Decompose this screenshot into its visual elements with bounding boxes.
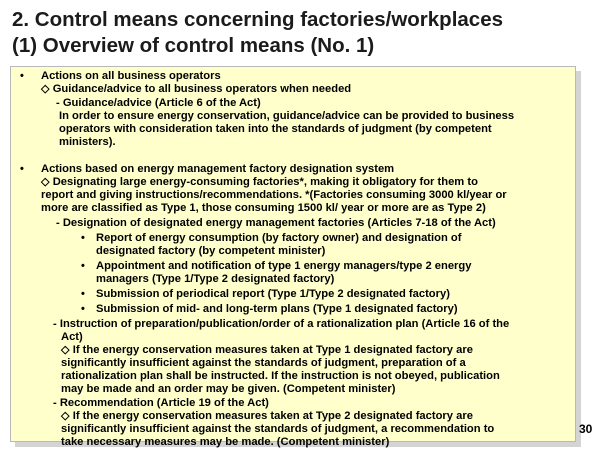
designation-item-line: Submission of periodical report (Type 1/Type 2 designated factory) xyxy=(96,288,450,300)
section2-diamond-line: ◇ Designating large energy-consuming factories*, making it obligatory for them to xyxy=(41,176,478,188)
instruction-heading-line: - Instruction of preparation/publication/order of a rationalization plan (Article 16 of the xyxy=(53,318,510,330)
instruction-body-line: ◇ If the energy conservation measures taken at Type 1 designated factory are xyxy=(61,344,473,356)
bullet-icon: • xyxy=(20,70,24,82)
instruction-heading-line: Act) xyxy=(61,331,83,343)
designation-item-line: designated factory (by competent minister) xyxy=(96,245,326,257)
designation-heading: - Designation of designated energy management factories (Articles 7-18 of the Act) xyxy=(56,217,496,229)
slide-title-line-1: 2. Control means concerning factories/workplaces xyxy=(12,8,504,31)
sub-bullet-icon: • xyxy=(81,260,85,272)
section2-diamond-line: report and giving instructions/recommendations. *(Factories consuming 3000 kl/year or xyxy=(41,189,507,201)
designation-item-line: Report of energy consumption (by factory owner) and designation of xyxy=(96,232,462,244)
instruction-body-line: may be made and an order may be given. (Competent minister) xyxy=(61,383,396,395)
recommendation-body-line: significantly insufficient against the standards of judgment, a recommendation to xyxy=(61,423,495,435)
section1-body-line: operators with consideration taken into the standards of judgment (by competent xyxy=(59,123,492,135)
sub-bullet-icon: • xyxy=(81,232,85,244)
sub-bullet-icon: • xyxy=(81,303,85,315)
instruction-body-line: significantly insufficient against the standards of judgment, preparation of a xyxy=(61,357,466,369)
sub-bullet-icon: • xyxy=(81,288,85,300)
designation-item-line: Submission of mid- and long-term plans (Type 1 designated factory) xyxy=(96,303,458,315)
slide-title-line-2: (1) Overview of control means (No. 1) xyxy=(12,34,375,57)
bullet-icon: • xyxy=(20,163,24,175)
content-panel xyxy=(10,66,576,448)
recommendation-body-line: ◇ If the energy conservation measures taken at Type 2 designated factory are xyxy=(61,410,473,422)
instruction-body-line: rationalization plan shall be instructed. If the instruction is not obeyed, publication xyxy=(61,370,500,382)
section1-body-line: In order to ensure energy conservation, guidance/advice can be provided to business xyxy=(59,110,515,122)
section1-diamond: ◇ Guidance/advice to all business operators when needed xyxy=(41,83,352,95)
section2-heading: Actions based on energy management factory designation system xyxy=(41,163,395,175)
page-number: 30 xyxy=(579,422,593,436)
section1-subheading: - Guidance/advice (Article 6 of the Act) xyxy=(56,97,261,109)
designation-item-line: managers (Type 1/Type 2 designated factory) xyxy=(96,273,335,285)
recommendation-body-line: take necessary measures may be made. (Competent minister) xyxy=(61,436,390,448)
recommendation-heading: - Recommendation (Article 19 of the Act) xyxy=(53,397,269,409)
section1-heading: Actions on all business operators xyxy=(41,70,221,82)
section1-body-line: ministers). xyxy=(59,136,116,148)
section2-diamond-line: more are classified as Type 1, those consuming 1500 kl/ year or more are as Type 2) xyxy=(41,202,486,214)
designation-item-line: Appointment and notification of type 1 energy managers/type 2 energy xyxy=(96,260,472,272)
